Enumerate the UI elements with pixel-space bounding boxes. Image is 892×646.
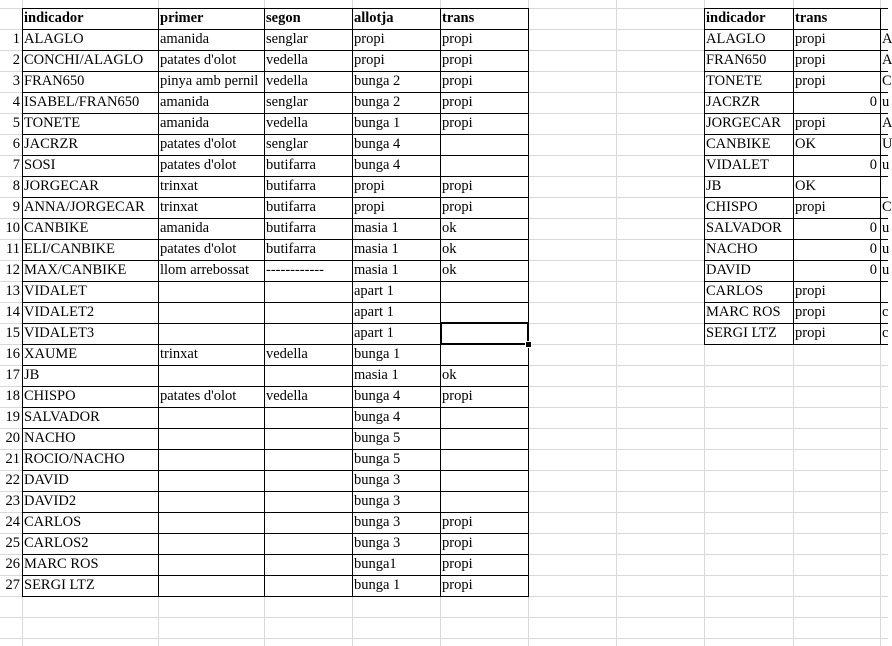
cell-indicador[interactable]: SOSI	[24, 157, 56, 173]
row-number[interactable]: 2	[12, 52, 20, 68]
cell-indicador[interactable]: SALVADOR	[24, 409, 100, 425]
cell-indicador[interactable]: ALAGLO	[24, 31, 84, 47]
cell-allotja[interactable]: bunga 3	[354, 514, 401, 530]
side-cell-next[interactable]: A	[882, 52, 892, 68]
cell-indicador[interactable]: NACHO	[24, 430, 76, 446]
side-cell-trans[interactable]: OK	[795, 178, 816, 194]
cell-allotja[interactable]: masia 1	[354, 220, 399, 236]
cell-primer[interactable]: amanida	[160, 31, 210, 47]
cell-primer[interactable]: trinxat	[160, 178, 198, 194]
cell-indicador[interactable]: XAUME	[24, 346, 78, 362]
cell-indicador[interactable]: ISABEL/FRAN650	[24, 94, 140, 110]
row-number[interactable]: 3	[12, 73, 20, 89]
cell-segon[interactable]: senglar	[266, 94, 308, 110]
side-cell-trans[interactable]: propi	[795, 115, 826, 131]
cell-trans[interactable]: propi	[442, 94, 473, 110]
side-cell-trans[interactable]: propi	[795, 73, 826, 89]
cell-primer[interactable]: patates d'olot	[160, 157, 237, 173]
cell-primer[interactable]: amanida	[160, 220, 210, 236]
side-cell-indicador[interactable]: VIDALET	[706, 157, 769, 173]
cell-segon[interactable]: butifarra	[266, 178, 316, 194]
side-cell-trans[interactable]: propi	[795, 304, 826, 320]
side-cell-next[interactable]: u	[882, 157, 890, 173]
cell-primer[interactable]: amanida	[160, 94, 210, 110]
row-number[interactable]: 21	[5, 451, 20, 467]
cell-allotja[interactable]: masia 1	[354, 367, 399, 383]
cell-segon[interactable]: vedella	[266, 388, 308, 404]
side-cell-trans[interactable]: propi	[795, 52, 826, 68]
cell-indicador[interactable]: DAVID2	[24, 493, 77, 509]
cell-allotja[interactable]: bunga 3	[354, 472, 401, 488]
side-cell-indicador[interactable]: JB	[706, 178, 722, 194]
cell-segon[interactable]: ------------	[266, 262, 324, 278]
header-trans[interactable]: trans	[442, 10, 475, 26]
cell-trans[interactable]: ok	[442, 220, 457, 236]
side-cell-next[interactable]: A	[882, 31, 892, 47]
side-cell-next[interactable]: u	[882, 220, 890, 236]
cell-indicador[interactable]: MAX/CANBIKE	[24, 262, 127, 278]
cell-trans[interactable]: propi	[442, 514, 473, 530]
cell-indicador[interactable]: VIDALET2	[24, 304, 95, 320]
row-number[interactable]: 23	[5, 493, 20, 509]
cell-indicador[interactable]: CANBIKE	[24, 220, 89, 236]
cell-indicador[interactable]: VIDALET	[24, 283, 87, 299]
row-number[interactable]: 24	[5, 514, 20, 530]
side-cell-indicador[interactable]: FRAN650	[706, 52, 767, 68]
cell-trans[interactable]: propi	[442, 556, 473, 572]
side-cell-trans[interactable]: 0	[869, 220, 877, 236]
row-number[interactable]: 18	[5, 388, 20, 404]
row-number[interactable]: 14	[5, 304, 20, 320]
side-header-indicador[interactable]: indicador	[706, 10, 766, 26]
side-cell-indicador[interactable]: JORGECAR	[706, 115, 781, 131]
side-cell-trans[interactable]: OK	[795, 136, 816, 152]
header-allotja[interactable]: allotja	[354, 10, 394, 26]
cell-primer[interactable]: patates d'olot	[160, 241, 237, 257]
cell-trans[interactable]: ok	[442, 262, 457, 278]
cell-allotja[interactable]: bunga 5	[354, 451, 401, 467]
header-primer[interactable]: primer	[160, 10, 204, 26]
row-number[interactable]: 7	[12, 157, 20, 173]
side-cell-trans[interactable]: 0	[869, 157, 877, 173]
cell-primer[interactable]: pinya amb pernil	[160, 73, 259, 89]
active-cell-selection[interactable]	[440, 322, 529, 345]
cell-indicador[interactable]: ELI/CANBIKE	[24, 241, 116, 257]
cell-primer[interactable]: trinxat	[160, 199, 198, 215]
side-cell-indicador[interactable]: MARC ROS	[706, 304, 781, 320]
side-cell-next[interactable]: c	[882, 304, 889, 320]
cell-allotja[interactable]: masia 1	[354, 241, 399, 257]
cell-allotja[interactable]: bunga1	[354, 556, 397, 572]
row-number[interactable]: 8	[12, 178, 20, 194]
cell-allotja[interactable]: apart 1	[354, 325, 394, 341]
cell-primer[interactable]: patates d'olot	[160, 136, 237, 152]
side-header-trans[interactable]: trans	[795, 10, 828, 26]
side-cell-trans[interactable]: 0	[869, 94, 877, 110]
cell-indicador[interactable]: JB	[24, 367, 40, 383]
cell-indicador[interactable]: JORGECAR	[24, 178, 99, 194]
row-number[interactable]: 20	[5, 430, 20, 446]
cell-allotja[interactable]: propi	[354, 31, 385, 47]
fill-handle[interactable]	[525, 341, 532, 348]
row-number[interactable]: 13	[5, 283, 20, 299]
cell-allotja[interactable]: propi	[354, 52, 385, 68]
cell-primer[interactable]: patates d'olot	[160, 52, 237, 68]
side-cell-indicador[interactable]: NACHO	[706, 241, 758, 257]
cell-trans[interactable]: propi	[442, 73, 473, 89]
cell-primer[interactable]: trinxat	[160, 346, 198, 362]
cell-trans[interactable]: propi	[442, 31, 473, 47]
row-number[interactable]: 5	[12, 115, 20, 131]
side-cell-next[interactable]: u	[882, 262, 890, 278]
cell-primer[interactable]: amanida	[160, 115, 210, 131]
cell-trans[interactable]: ok	[442, 241, 457, 257]
cell-allotja[interactable]: propi	[354, 178, 385, 194]
cell-allotja[interactable]: bunga 3	[354, 535, 401, 551]
cell-allotja[interactable]: apart 1	[354, 283, 394, 299]
header-indicador[interactable]: indicador	[24, 10, 84, 26]
cell-indicador[interactable]: ROCIO/NACHO	[24, 451, 125, 467]
cell-segon[interactable]: vedella	[266, 346, 308, 362]
cell-segon[interactable]: butifarra	[266, 199, 316, 215]
cell-allotja[interactable]: bunga 4	[354, 388, 401, 404]
cell-segon[interactable]: butifarra	[266, 157, 316, 173]
cell-segon[interactable]: senglar	[266, 136, 308, 152]
cell-indicador[interactable]: CHISPO	[24, 388, 76, 404]
side-cell-indicador[interactable]: CARLOS	[706, 283, 764, 299]
side-cell-next[interactable]: A	[882, 115, 892, 131]
side-cell-indicador[interactable]: ALAGLO	[706, 31, 766, 47]
side-cell-indicador[interactable]: CANBIKE	[706, 136, 771, 152]
row-number[interactable]: 6	[12, 136, 20, 152]
cell-indicador[interactable]: FRAN650	[24, 73, 85, 89]
cell-trans[interactable]: propi	[442, 178, 473, 194]
cell-allotja[interactable]: bunga 1	[354, 115, 401, 131]
row-number[interactable]: 15	[5, 325, 20, 341]
cell-allotja[interactable]: bunga 4	[354, 157, 401, 173]
cell-segon[interactable]: vedella	[266, 73, 308, 89]
header-segon[interactable]: segon	[266, 10, 301, 26]
cell-primer[interactable]: patates d'olot	[160, 388, 237, 404]
cell-allotja[interactable]: bunga 4	[354, 409, 401, 425]
cell-indicador[interactable]: DAVID	[24, 472, 69, 488]
row-number[interactable]: 16	[5, 346, 20, 362]
side-cell-indicador[interactable]: SERGI LTZ	[706, 325, 777, 341]
cell-allotja[interactable]: bunga 2	[354, 73, 401, 89]
cell-segon[interactable]: senglar	[266, 31, 308, 47]
row-number[interactable]: 1	[12, 31, 20, 47]
cell-allotja[interactable]: propi	[354, 199, 385, 215]
cell-segon[interactable]: vedella	[266, 52, 308, 68]
cell-primer[interactable]: llom arrebossat	[160, 262, 249, 278]
cell-indicador[interactable]: JACRZR	[24, 136, 78, 152]
cell-trans[interactable]: propi	[442, 115, 473, 131]
cell-indicador[interactable]: ANNA/JORGECAR	[24, 199, 145, 215]
side-cell-trans[interactable]: propi	[795, 31, 826, 47]
side-cell-next[interactable]	[880, 281, 888, 302]
side-cell-trans[interactable]: propi	[795, 325, 826, 341]
cell-allotja[interactable]: bunga 3	[354, 493, 401, 509]
side-cell-next[interactable]: c	[882, 325, 889, 341]
cell-allotja[interactable]: bunga 1	[354, 577, 401, 593]
side-cell-next[interactable]: C	[882, 73, 892, 89]
cell-allotja[interactable]: bunga 2	[354, 94, 401, 110]
cell-indicador[interactable]: TONETE	[24, 115, 81, 131]
row-number[interactable]: 12	[5, 262, 20, 278]
cell-trans[interactable]: propi	[442, 577, 473, 593]
side-cell-next[interactable]: u	[882, 94, 890, 110]
row-number[interactable]: 10	[5, 220, 20, 236]
cell-allotja[interactable]: bunga 5	[354, 430, 401, 446]
side-cell-trans[interactable]: 0	[869, 262, 877, 278]
cell-allotja[interactable]: masia 1	[354, 262, 399, 278]
row-number[interactable]: 4	[12, 94, 20, 110]
side-cell-indicador[interactable]: TONETE	[706, 73, 763, 89]
cell-trans[interactable]: propi	[442, 535, 473, 551]
side-cell-trans[interactable]: 0	[869, 241, 877, 257]
cell-indicador[interactable]: VIDALET3	[24, 325, 95, 341]
side-cell-trans[interactable]: propi	[795, 199, 826, 215]
row-number[interactable]: 9	[12, 199, 20, 215]
row-number[interactable]: 19	[5, 409, 20, 425]
cell-trans[interactable]: ok	[442, 367, 457, 383]
side-cell-next[interactable]: U	[882, 136, 892, 152]
side-cell-indicador[interactable]: CHISPO	[706, 199, 758, 215]
row-number[interactable]: 26	[5, 556, 20, 572]
side-cell-next[interactable]	[880, 176, 888, 197]
side-cell-next[interactable]: u	[882, 241, 890, 257]
cell-segon[interactable]: vedella	[266, 115, 308, 131]
cell-indicador[interactable]: SERGI LTZ	[24, 577, 95, 593]
row-number[interactable]: 22	[5, 472, 20, 488]
side-cell-next[interactable]: C	[882, 199, 892, 215]
side-cell-indicador[interactable]: DAVID	[706, 262, 751, 278]
row-number[interactable]: 25	[5, 535, 20, 551]
cell-indicador[interactable]: CARLOS2	[24, 535, 89, 551]
side-cell-trans[interactable]: propi	[795, 283, 826, 299]
row-number[interactable]: 27	[5, 577, 20, 593]
cell-segon[interactable]: butifarra	[266, 241, 316, 257]
cell-segon[interactable]: butifarra	[266, 220, 316, 236]
side-cell-indicador[interactable]: JACRZR	[706, 94, 760, 110]
side-cell-indicador[interactable]: SALVADOR	[706, 220, 782, 236]
cell-trans[interactable]: propi	[442, 199, 473, 215]
cell-indicador[interactable]: MARC ROS	[24, 556, 99, 572]
cell-indicador[interactable]: CONCHI/ALAGLO	[24, 52, 144, 68]
cell-allotja[interactable]: bunga 4	[354, 136, 401, 152]
row-number[interactable]: 11	[6, 241, 20, 257]
cell-allotja[interactable]: apart 1	[354, 304, 394, 320]
cell-trans[interactable]: propi	[442, 388, 473, 404]
cell-indicador[interactable]: CARLOS	[24, 514, 82, 530]
cell-allotja[interactable]: bunga 1	[354, 346, 401, 362]
cell-trans[interactable]: propi	[442, 52, 473, 68]
row-number[interactable]: 17	[5, 367, 20, 383]
